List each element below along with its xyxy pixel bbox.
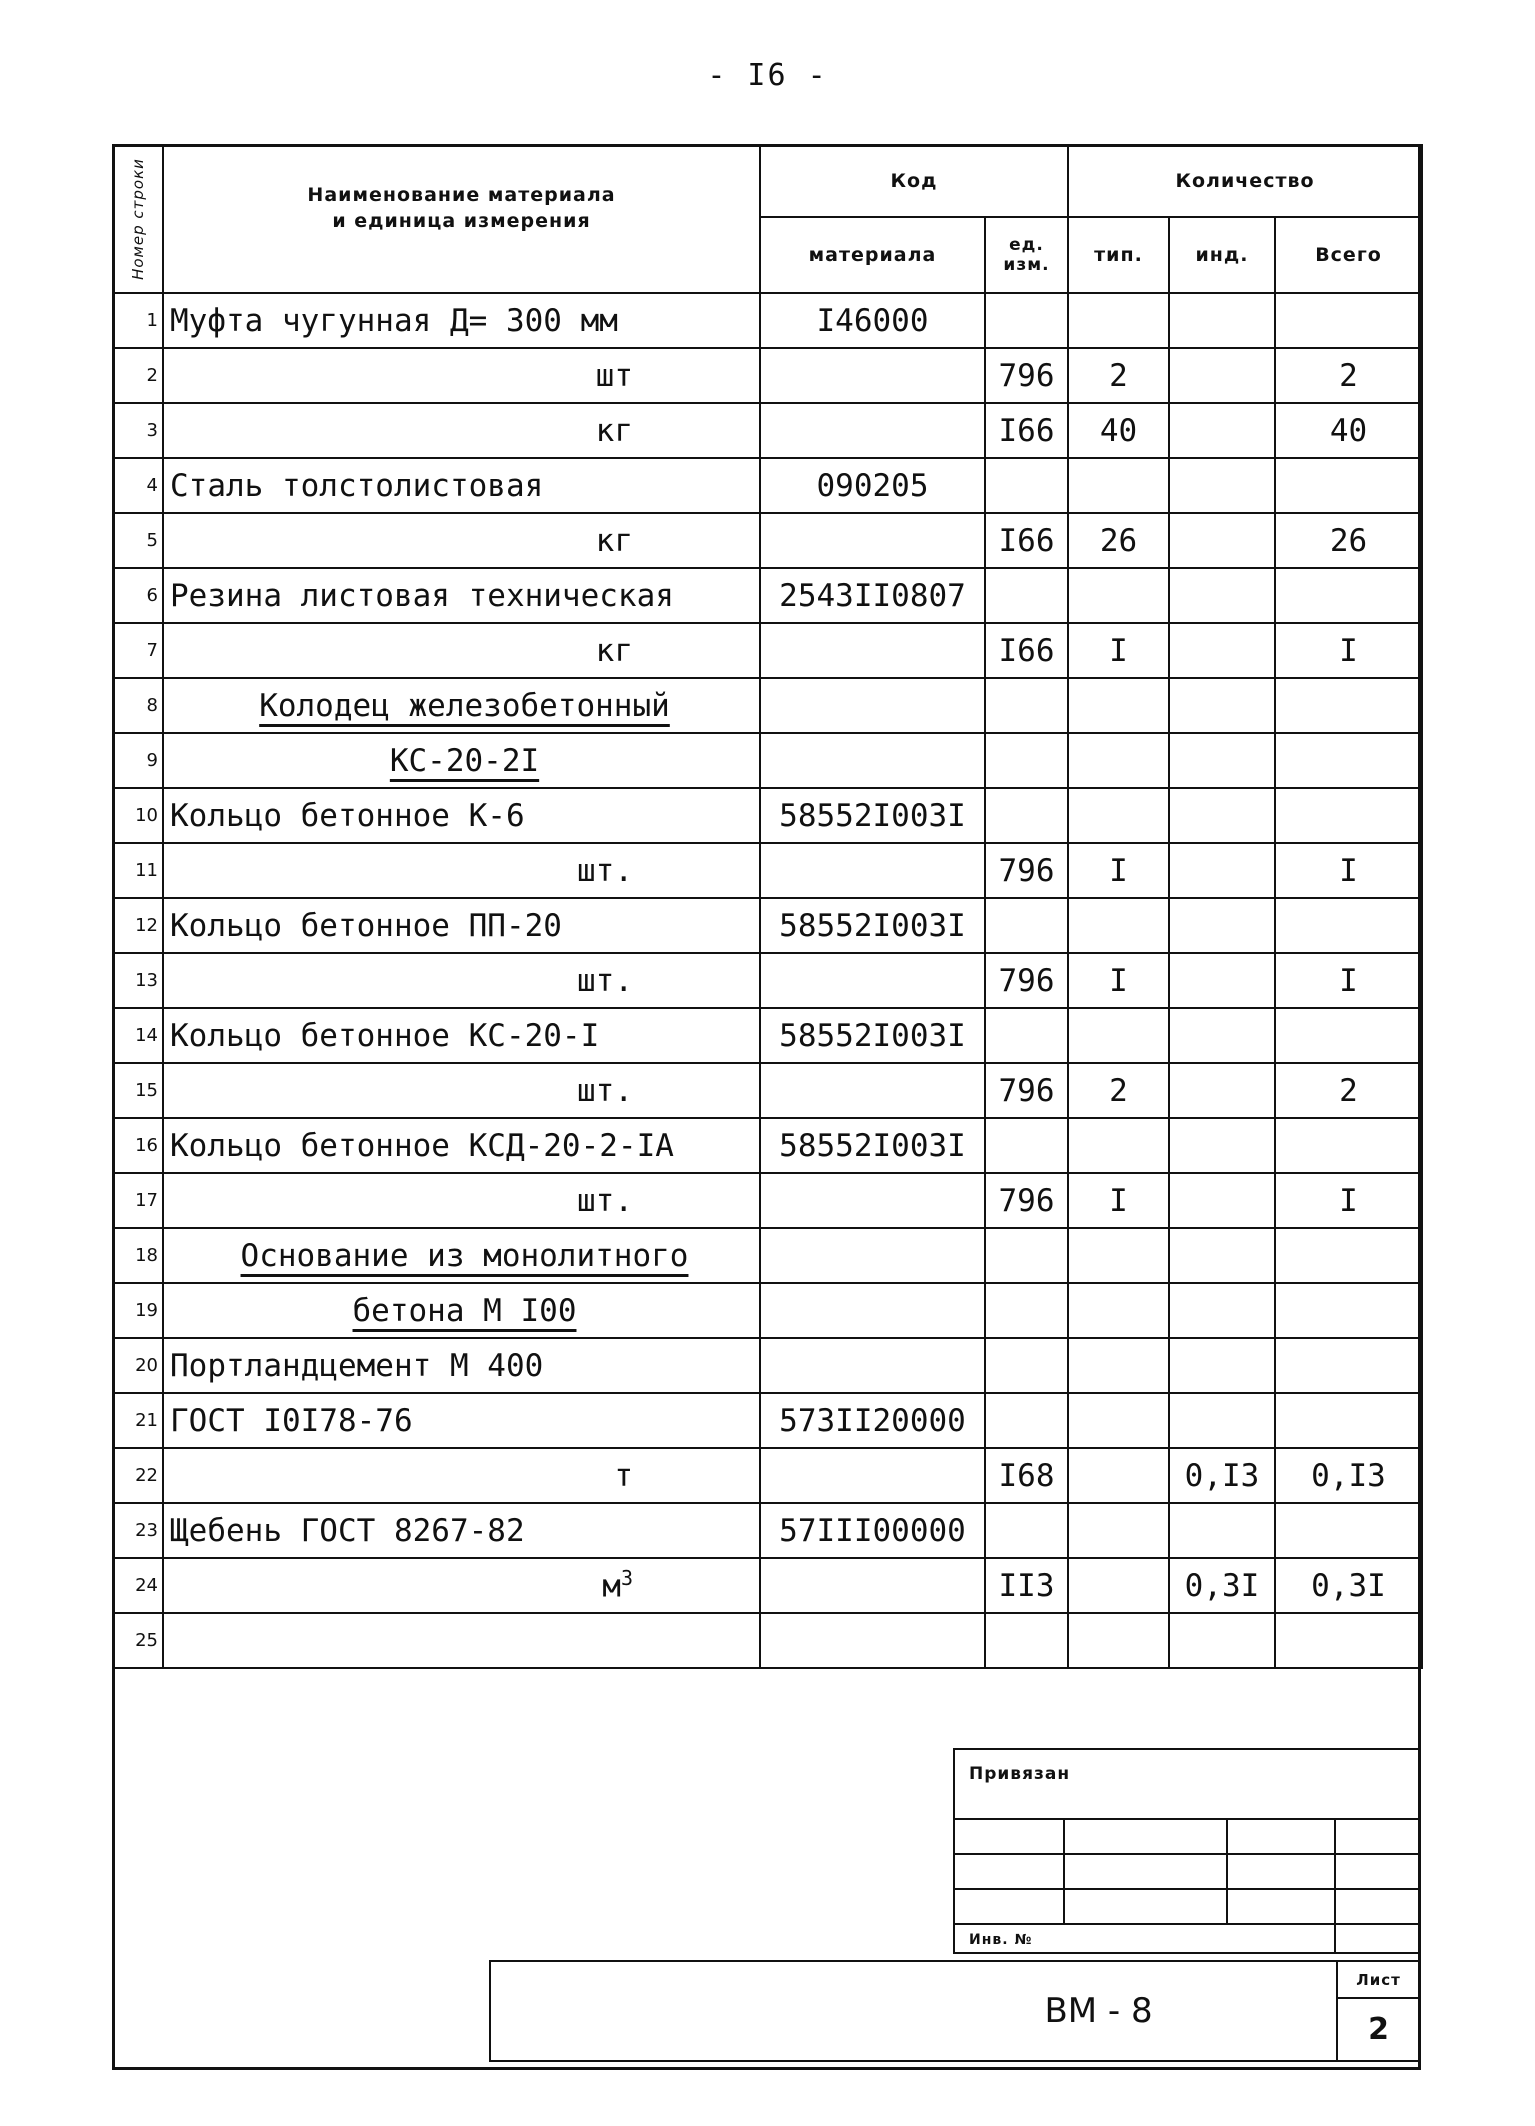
qty-typ <box>1068 678 1169 733</box>
qty-typ <box>1068 1613 1169 1668</box>
material-code <box>760 1448 985 1503</box>
material-name: Щебень ГОСТ 8267-82 <box>163 1503 760 1558</box>
qty-typ <box>1068 1558 1169 1613</box>
code-header: Код <box>760 145 1068 217</box>
unit-code: I68 <box>985 1448 1068 1503</box>
qty-typ <box>1068 1118 1169 1173</box>
title-block <box>489 1960 1421 2062</box>
material-code <box>760 1338 985 1393</box>
row-number: 14 <box>113 1008 163 1063</box>
material-name: Резина листовая техническая <box>163 568 760 623</box>
table-row <box>113 1613 1422 1668</box>
qty-typ <box>1068 568 1169 623</box>
qty-ind <box>1169 1118 1275 1173</box>
material-code: 58552I003I <box>760 898 985 953</box>
qty-total <box>1275 458 1422 513</box>
row-number: 6 <box>113 568 163 623</box>
qty-ind: 0,I3 <box>1169 1448 1275 1503</box>
qty-total: I <box>1275 1173 1422 1228</box>
unit-code <box>985 1338 1068 1393</box>
row-number: 23 <box>113 1503 163 1558</box>
row-number: 4 <box>113 458 163 513</box>
table-row <box>113 1118 1422 1173</box>
material-code <box>760 678 985 733</box>
table-row <box>113 953 1422 1008</box>
table-row <box>113 1503 1422 1558</box>
binding-stamp <box>953 1748 1421 1954</box>
unit-code: I66 <box>985 403 1068 458</box>
unit-code <box>985 733 1068 788</box>
material-code <box>760 953 985 1008</box>
table-row <box>113 678 1422 733</box>
material-name: Колодец железобетонный <box>163 678 760 733</box>
qty-typ <box>1068 1283 1169 1338</box>
material-code <box>760 1173 985 1228</box>
material-code: 58552I003I <box>760 1008 985 1063</box>
row-number: 10 <box>113 788 163 843</box>
table-row <box>113 513 1422 568</box>
qty-typ <box>1068 1228 1169 1283</box>
row-number: 17 <box>113 1173 163 1228</box>
table-row <box>113 623 1422 678</box>
qty-typ <box>1068 458 1169 513</box>
qty-total <box>1275 1393 1422 1448</box>
qty-total: 2 <box>1275 1063 1422 1118</box>
unit-code: I66 <box>985 513 1068 568</box>
sheet-number: 2 <box>1337 1998 1420 2061</box>
material-name: шт. <box>163 953 760 1008</box>
row-number: 19 <box>113 1283 163 1338</box>
qty-total: I <box>1275 953 1422 1008</box>
unit-code <box>985 898 1068 953</box>
table-row <box>113 1063 1422 1118</box>
qty-ind <box>1169 458 1275 513</box>
material-name: шт. <box>163 1173 760 1228</box>
material-name: кг <box>163 623 760 678</box>
material-code <box>760 1063 985 1118</box>
qty-typ: I <box>1068 1173 1169 1228</box>
code-unit-header: ед. изм. <box>985 217 1068 293</box>
qty-ind <box>1169 348 1275 403</box>
row-number: 20 <box>113 1338 163 1393</box>
qty-typ: 2 <box>1068 1063 1169 1118</box>
row-number: 3 <box>113 403 163 458</box>
row-number: 21 <box>113 1393 163 1448</box>
table-row <box>113 1558 1422 1613</box>
quantity-header: Количество <box>1068 145 1422 217</box>
doc-code: ВМ - 8 <box>1044 1991 1153 2031</box>
table-row <box>113 1228 1422 1283</box>
table-row <box>113 788 1422 843</box>
inventory-cell <box>954 1924 1335 1953</box>
unit-code <box>985 1503 1068 1558</box>
qty-typ: 26 <box>1068 513 1169 568</box>
table-row <box>113 348 1422 403</box>
material-name: Муфта чугунная Д= 300 мм <box>163 293 760 348</box>
material-name: Кольцо бетонное ПП-20 <box>163 898 760 953</box>
row-number: 9 <box>113 733 163 788</box>
qty-ind <box>1169 623 1275 678</box>
code-material-header: материала <box>760 217 985 293</box>
unit-code <box>985 458 1068 513</box>
qty-total: I <box>1275 843 1422 898</box>
material-name: кг <box>163 513 760 568</box>
qty-ind <box>1169 513 1275 568</box>
qty-typ <box>1068 1448 1169 1503</box>
inventory-label: Инв. № <box>969 1932 1033 1948</box>
unit-code <box>985 788 1068 843</box>
qty-total <box>1275 1228 1422 1283</box>
row-number: 22 <box>113 1448 163 1503</box>
material-code: 573II20000 <box>760 1393 985 1448</box>
qty-total <box>1275 678 1422 733</box>
unit-code <box>985 1008 1068 1063</box>
qty-ind <box>1169 1173 1275 1228</box>
material-name: Портландцемент М 400 <box>163 1338 760 1393</box>
unit-code: 796 <box>985 843 1068 898</box>
unit-code <box>985 1393 1068 1448</box>
material-name: ГОСТ I0I78-76 <box>163 1393 760 1448</box>
material-code <box>760 1283 985 1338</box>
qty-ind <box>1169 1063 1275 1118</box>
material-name: Кольцо бетонное К-6 <box>163 788 760 843</box>
material-code <box>760 403 985 458</box>
material-code <box>760 1228 985 1283</box>
row-number: 7 <box>113 623 163 678</box>
material-name: шт. <box>163 1063 760 1118</box>
qty-ind <box>1169 1613 1275 1668</box>
material-code: 58552I003I <box>760 1118 985 1173</box>
sheet-label: Лист <box>1356 1971 1401 1989</box>
qty-total: 26 <box>1275 513 1422 568</box>
name-header-line1: Наименование материала <box>307 184 616 206</box>
row-number: 15 <box>113 1063 163 1118</box>
material-code: 090205 <box>760 458 985 513</box>
qty-total: 2 <box>1275 348 1422 403</box>
qty-total: 0,3I <box>1275 1558 1422 1613</box>
table-row <box>113 1338 1422 1393</box>
unit-code <box>985 1283 1068 1338</box>
name-header <box>163 145 760 293</box>
qty-typ <box>1068 293 1169 348</box>
table-row <box>113 1008 1422 1063</box>
material-name: кг <box>163 403 760 458</box>
table-row <box>113 843 1422 898</box>
material-name: Кольцо бетонное КС-20-I <box>163 1008 760 1063</box>
qty-typ <box>1068 1503 1169 1558</box>
unit-code: II3 <box>985 1558 1068 1613</box>
table-row <box>113 403 1422 458</box>
qty-ind <box>1169 843 1275 898</box>
unit-code <box>985 1228 1068 1283</box>
qty-total: 0,I3 <box>1275 1448 1422 1503</box>
rownum-header: Номер строки <box>113 145 163 293</box>
qty-ind <box>1169 403 1275 458</box>
unit-code: 796 <box>985 348 1068 403</box>
row-number: 2 <box>113 348 163 403</box>
material-name: Сталь толстолистовая <box>163 458 760 513</box>
qty-typ <box>1068 1338 1169 1393</box>
qty-total-header: Всего <box>1275 217 1422 293</box>
table-row <box>113 458 1422 513</box>
material-name: шт <box>163 348 760 403</box>
unit-code <box>985 293 1068 348</box>
page-number: - I6 - <box>707 58 828 93</box>
unit-code <box>985 1118 1068 1173</box>
qty-total <box>1275 1118 1422 1173</box>
unit-code: 796 <box>985 1063 1068 1118</box>
row-number: 1 <box>113 293 163 348</box>
table-row <box>113 1283 1422 1338</box>
material-code: 2543II0807 <box>760 568 985 623</box>
qty-ind-header: инд. <box>1169 217 1275 293</box>
qty-ind <box>1169 1393 1275 1448</box>
qty-typ-header: тип. <box>1068 217 1169 293</box>
qty-ind <box>1169 953 1275 1008</box>
unit-code <box>985 568 1068 623</box>
unit-code: I66 <box>985 623 1068 678</box>
qty-ind <box>1169 733 1275 788</box>
row-number: 12 <box>113 898 163 953</box>
qty-typ <box>1068 788 1169 843</box>
qty-total <box>1275 1338 1422 1393</box>
qty-typ: I <box>1068 623 1169 678</box>
material-code <box>760 1558 985 1613</box>
unit-code <box>985 1613 1068 1668</box>
unit-code: 796 <box>985 1173 1068 1228</box>
qty-total: 40 <box>1275 403 1422 458</box>
qty-ind <box>1169 898 1275 953</box>
qty-total <box>1275 788 1422 843</box>
material-name: Кольцо бетонное КСД-20-2-IА <box>163 1118 760 1173</box>
qty-total: I <box>1275 623 1422 678</box>
material-name <box>163 1613 760 1668</box>
qty-ind <box>1169 293 1275 348</box>
qty-ind <box>1169 1338 1275 1393</box>
table-row <box>113 898 1422 953</box>
qty-ind <box>1169 568 1275 623</box>
table-row <box>113 568 1422 623</box>
material-code <box>760 348 985 403</box>
qty-typ <box>1068 1393 1169 1448</box>
material-name: шт. <box>163 843 760 898</box>
row-number: 5 <box>113 513 163 568</box>
row-number: 24 <box>113 1558 163 1613</box>
qty-total <box>1275 293 1422 348</box>
unit-code <box>985 678 1068 733</box>
material-code <box>760 513 985 568</box>
qty-ind <box>1169 788 1275 843</box>
row-number: 8 <box>113 678 163 733</box>
material-code <box>760 1613 985 1668</box>
material-code: 57III00000 <box>760 1503 985 1558</box>
binding-label: Привязан <box>969 1764 1071 1784</box>
qty-typ: I <box>1068 843 1169 898</box>
table-row <box>113 1173 1422 1228</box>
row-number: 16 <box>113 1118 163 1173</box>
table-row <box>113 1393 1422 1448</box>
material-code <box>760 623 985 678</box>
qty-typ: 40 <box>1068 403 1169 458</box>
row-number: 11 <box>113 843 163 898</box>
row-number: 25 <box>113 1613 163 1668</box>
material-name: КС-20-2I <box>163 733 760 788</box>
qty-ind <box>1169 1283 1275 1338</box>
qty-total <box>1275 733 1422 788</box>
qty-ind <box>1169 678 1275 733</box>
qty-ind <box>1169 1228 1275 1283</box>
material-name: $м^3$ <box>163 1558 760 1613</box>
row-number: 18 <box>113 1228 163 1283</box>
qty-typ <box>1068 733 1169 788</box>
material-code: 58552I003I <box>760 788 985 843</box>
material-code <box>760 843 985 898</box>
qty-total <box>1275 1613 1422 1668</box>
materials-table <box>112 144 1423 1669</box>
qty-total <box>1275 1283 1422 1338</box>
name-header-line2: и единица измерения <box>332 210 591 232</box>
qty-typ <box>1068 898 1169 953</box>
doc-code-cell <box>490 1961 1337 2061</box>
material-code: I46000 <box>760 293 985 348</box>
binding-label-cell <box>954 1749 1420 1819</box>
table-row <box>113 293 1422 348</box>
row-number: 13 <box>113 953 163 1008</box>
material-name: т <box>163 1448 760 1503</box>
qty-ind: 0,3I <box>1169 1558 1275 1613</box>
qty-total <box>1275 1503 1422 1558</box>
unit-code: 796 <box>985 953 1068 1008</box>
material-code <box>760 733 985 788</box>
material-name: бетона М I00 <box>163 1283 760 1338</box>
qty-ind <box>1169 1503 1275 1558</box>
sheet-label-cell <box>1337 1961 1420 1998</box>
qty-total <box>1275 568 1422 623</box>
material-name: Основание из монолитного <box>163 1228 760 1283</box>
qty-ind <box>1169 1008 1275 1063</box>
table-row <box>113 733 1422 788</box>
qty-total <box>1275 898 1422 953</box>
qty-typ: I <box>1068 953 1169 1008</box>
qty-typ <box>1068 1008 1169 1063</box>
qty-total <box>1275 1008 1422 1063</box>
table-row <box>113 1448 1422 1503</box>
qty-typ: 2 <box>1068 348 1169 403</box>
